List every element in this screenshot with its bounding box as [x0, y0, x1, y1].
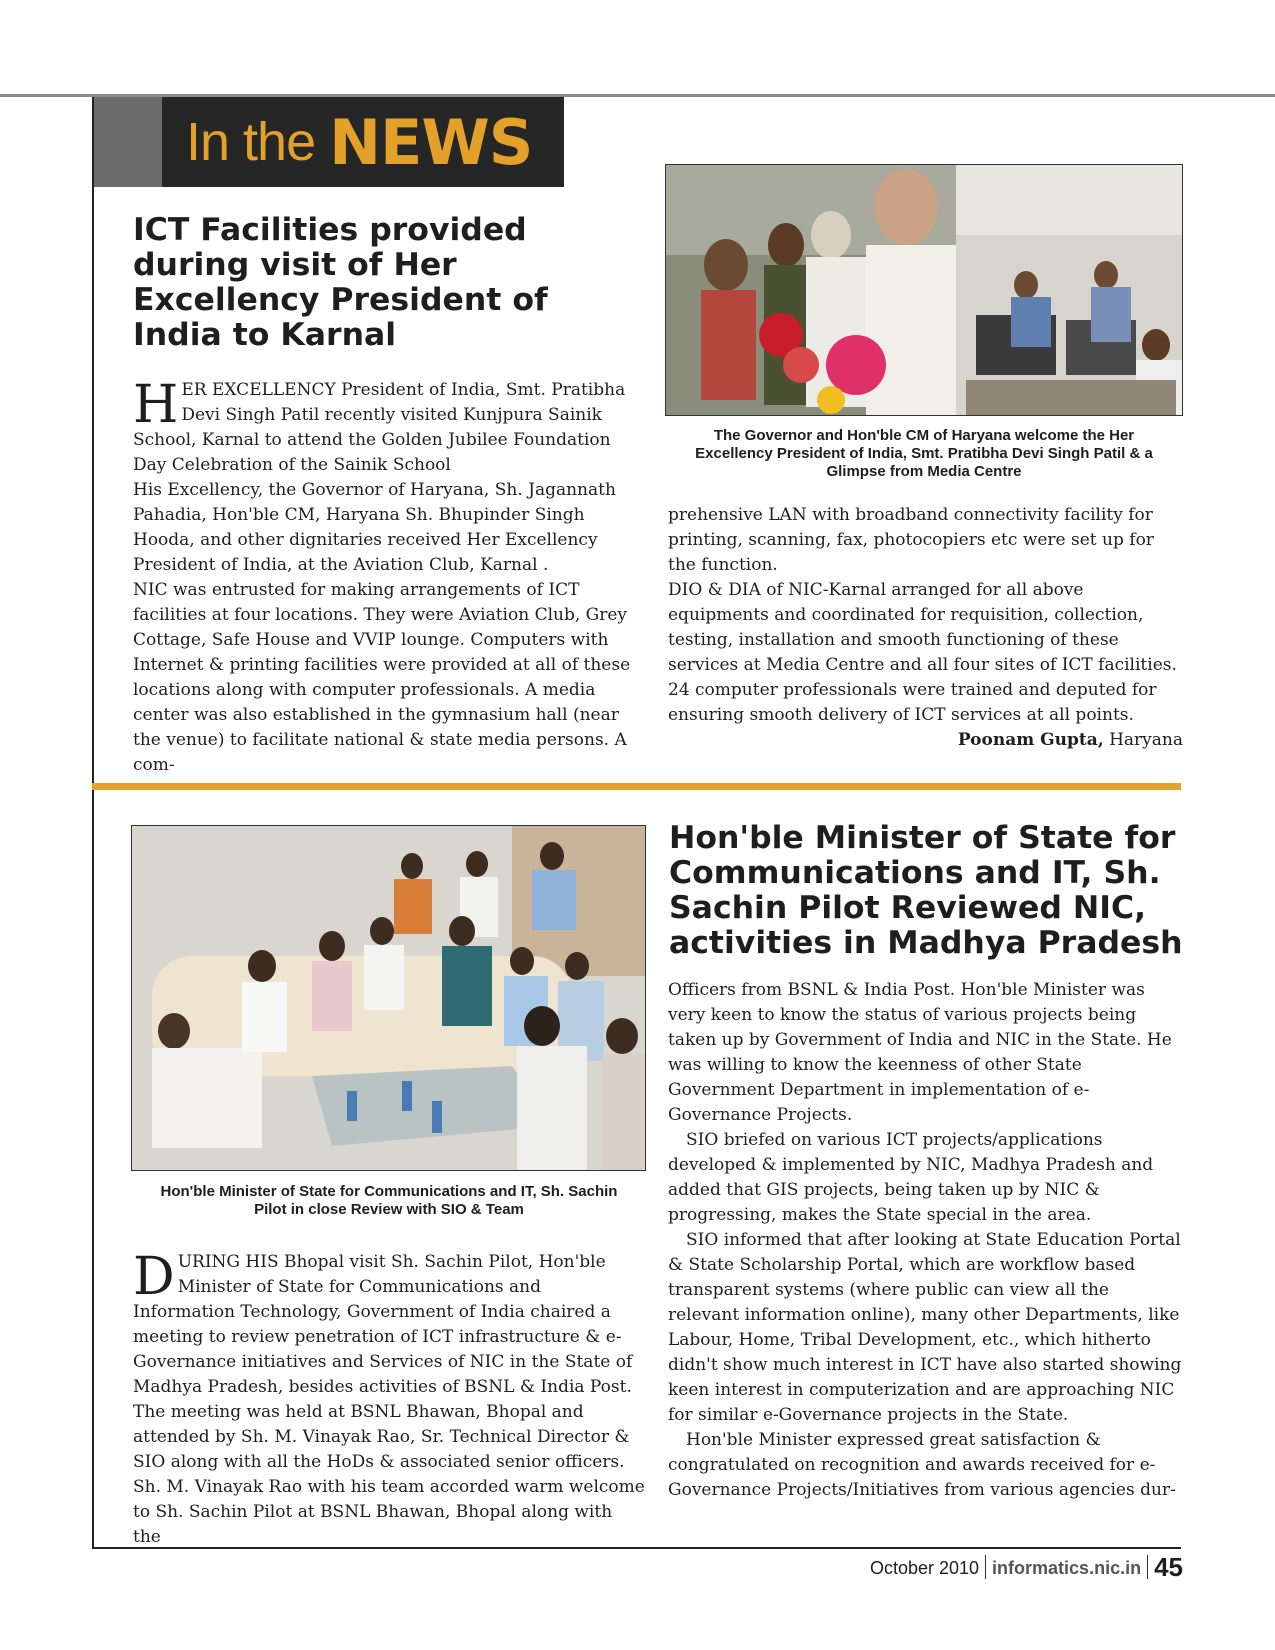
banner-highlight: NEWS: [329, 105, 533, 179]
article1-lead: ER EXCELLENCY President of India, Smt. Pratibha Devi Singh Patil recently visited Kunjpura Sainik School, Karnal to attend the Golden Jubilee Foundation Day Celebration of the Sainik School: [133, 380, 626, 475]
page-footer: [826, 1552, 1183, 1582]
article1-para5: DIO & DIA of NIC-Karnal arranged for all above equipments and coordinated for requisition, collection, testing, installation and smooth functioning of these services at Media Centre and all four sites of ICT facilities. 24 computer professionals were trained and deputed for ensuring smooth delivery of ICT services at all points.: [668, 580, 1177, 725]
article2-column-right: [668, 978, 1183, 1503]
article1-photo-caption: The Governor and Hon'ble CM of Haryana welcome the Her Excellency President of India, Smt. Pratibha Devi Singh Patil & a Glimpse from Media Centre: [695, 427, 1153, 480]
article1-column-right: [668, 503, 1183, 753]
banner-side-block: [94, 97, 162, 187]
article1-author-state: Haryana: [1103, 730, 1183, 750]
footer-site: informatics.nic.in: [992, 1558, 1142, 1578]
article1-author: Poonam Gupta,: [957, 730, 1104, 750]
article2-para3: SIO briefed on various ICT projects/applications developed & implemented by NIC, Madhya Pradesh and added that GIS projects, being taken up by NIC & progressing, makes the State special in the area.: [668, 1130, 1154, 1225]
article1-byline: [668, 728, 1183, 753]
bottom-rule: [92, 1547, 1181, 1549]
footer-separator: [985, 1555, 986, 1579]
article1-drop-cap: H: [133, 375, 179, 435]
article2-headline: Hon'ble Minister of State for Communications and IT, Sh. Sachin Pilot Reviewed NIC, activities in Madhya Pradesh: [669, 820, 1183, 961]
article1-para4: prehensive LAN with broadband connectivity facility for printing, scanning, fax, photocopiers etc were set up for the function.: [668, 505, 1154, 575]
article1-headline: ICT Facilities provided during visit of Her Excellency President of India to Karnal: [133, 212, 548, 353]
page-number: 45: [1154, 1552, 1183, 1582]
article2-column-left: [133, 1247, 645, 1550]
article1-para3: NIC was entrusted for making arrangements of ICT facilities at four locations. They were Aviation Club, Grey Cottage, Safe House and VVIP lounge. Computers with Internet & printing facilities were provided at all of these locations along with computer professionals. A media center was also established in the gymnasium hall (near the venue) to facilitate national & state media persons. A com-: [133, 580, 631, 775]
left-margin-rule: [92, 97, 94, 1549]
article1-para2: His Excellency, the Governor of Haryana, Sh. Jagannath Pahadia, Hon'ble CM, Haryana Sh. Bhupinder Singh Hooda, and other dignitaries received Her Excellency President of India, at the Aviation Club, Karnal .: [133, 480, 616, 575]
article1-photo: [665, 164, 1183, 416]
banner-prefix: In the: [186, 112, 316, 172]
section-banner: [162, 97, 564, 187]
article2-photo-caption: Hon'ble Minister of State for Communications and IT, Sh. Sachin Pilot in close Review with SIO & Team: [160, 1183, 618, 1218]
article2-drop-cap: D: [133, 1247, 175, 1307]
footer-separator: [1147, 1555, 1148, 1579]
article2-para5: Hon'ble Minister expressed great satisfaction & congratulated on recognition and awards received for e-Governance Projects/Initiatives from various agencies dur-: [668, 1430, 1176, 1500]
article1-column-left: [133, 375, 635, 778]
article2-lead: URING HIS Bhopal visit Sh. Sachin Pilot, Hon'ble Minister of State for Communications and Information Technology, Government of India chaired a meeting to review penetration of ICT infrastructure & e-Governance initiatives and Services of NIC in the State of Madhya Pradesh, besides activities of BSNL & India Post. The meeting was held at BSNL Bhawan, Bhopal and attended by Sh. M. Vinayak Rao, Sr. Technical Director & SIO along with all the HoDs & associated senior officers. Sh. M. Vinayak Rao with his team accorded warm welcome to Sh. Sachin Pilot at BSNL Bhawan, Bhopal along with the: [133, 1252, 645, 1547]
article2-para2: Officers from BSNL & India Post. Hon'ble Minister was very keen to know the status of various projects being taken up by Government of India and NIC in the State. He was willing to know the keenness of other State Government Department in implementation of e-Governance Projects.: [668, 980, 1172, 1125]
article-divider: [92, 783, 1181, 790]
article2-photo-image: [132, 826, 645, 1170]
article1-photo-image: [666, 165, 1182, 415]
article2-photo: [131, 825, 646, 1171]
footer-date: October 2010: [869, 1558, 980, 1578]
article2-para4: SIO informed that after looking at State Education Portal & State Scholarship Portal, which are workflow based transparent systems (where public can view all the relevant information online), many other Departments, like Labour, Home, Tribal Development, etc., which hitherto didn't show much interest in ICT have also started showing keen interest in computerization and are approaching NIC for similar e-Governance projects in the State.: [668, 1230, 1182, 1425]
